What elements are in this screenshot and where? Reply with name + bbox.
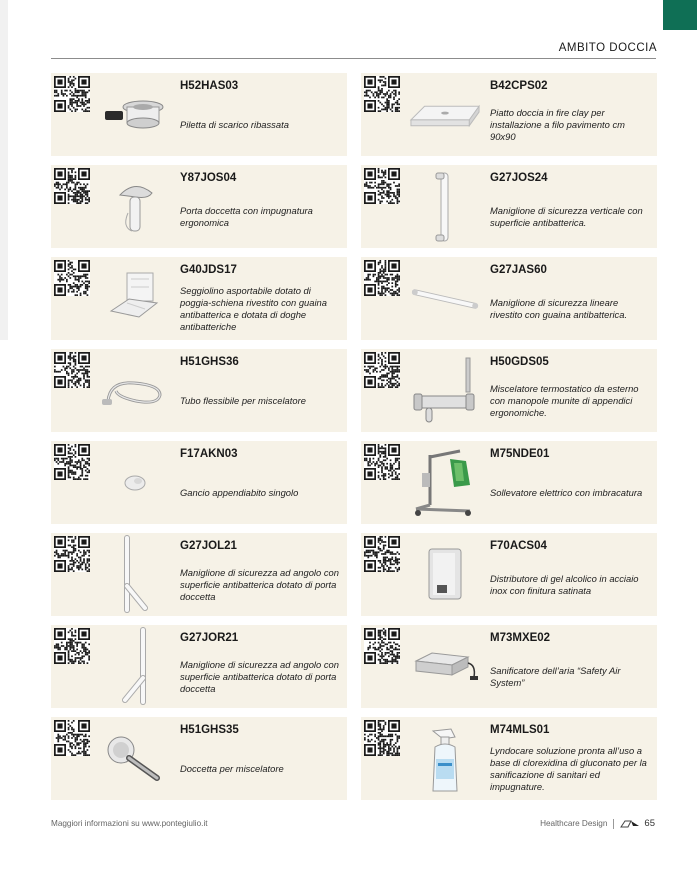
footer-info: Maggiori informazioni su www.pontegiulio.it	[51, 819, 208, 828]
product-code: Y87JOS04	[180, 172, 237, 184]
product-card	[361, 349, 657, 432]
product-code: H51GHS36	[180, 356, 239, 368]
product-card	[361, 441, 657, 524]
product-description: Maniglione di sicurezza ad angolo con superficie antibatterica dotato di porta doccetta	[180, 566, 339, 602]
product-code: H51GHS35	[180, 724, 239, 736]
product-description-area	[490, 281, 651, 337]
product-description-area	[180, 465, 341, 521]
product-description: Sollevatore elettrico con imbracatura	[490, 486, 643, 498]
qr-code-icon[interactable]	[364, 260, 400, 296]
product-description: Gancio appendiabito singolo	[180, 486, 299, 498]
product-code: G27JOL21	[180, 540, 237, 552]
product-card	[51, 717, 347, 800]
product-code: F17AKN03	[180, 448, 238, 460]
angle-grab-bar-left-icon	[99, 539, 171, 611]
shower-tray-icon	[409, 79, 481, 151]
header-divider	[51, 58, 656, 59]
product-description: Miscelatore termostatico da esterno con manopole munite di appendici ergonomiche.	[490, 382, 639, 418]
product-card	[361, 73, 657, 156]
product-description-area	[180, 741, 341, 797]
product-code: H50GDS05	[490, 356, 549, 368]
product-description-area	[490, 649, 651, 705]
product-description-area	[180, 373, 341, 429]
section-title: AMBITO DOCCIA	[558, 42, 657, 54]
coat-hook-icon	[99, 447, 171, 519]
product-card	[51, 625, 347, 708]
qr-code-icon[interactable]	[364, 720, 400, 756]
product-description-area	[180, 281, 341, 337]
linear-grab-bar-icon	[409, 263, 481, 335]
product-code: G27JOR21	[180, 632, 239, 644]
product-description: Piletta di scarico ribassata	[180, 118, 289, 130]
product-code: M73MXE02	[490, 632, 551, 644]
product-code: G27JOS24	[490, 172, 548, 184]
shower-seat-icon	[99, 263, 171, 335]
product-grid	[51, 73, 657, 800]
page-number: 65	[644, 818, 655, 829]
product-card	[51, 349, 347, 432]
product-description-area	[180, 189, 341, 245]
qr-code-icon[interactable]	[54, 352, 90, 388]
qr-code-icon[interactable]	[364, 168, 400, 204]
qr-code-icon[interactable]	[54, 628, 90, 664]
qr-code-icon[interactable]	[364, 76, 400, 112]
product-description-area	[180, 557, 341, 613]
qr-code-icon[interactable]	[364, 352, 400, 388]
product-card	[361, 533, 657, 616]
product-card	[51, 533, 347, 616]
product-description: Maniglione di sicurezza ad angolo con superficie antibatterica dotato di porta doccetta	[180, 658, 339, 694]
patient-lift-icon	[409, 447, 481, 519]
product-card	[51, 73, 347, 156]
qr-code-icon[interactable]	[364, 628, 400, 664]
product-code: H52HAS03	[180, 80, 239, 92]
product-description: Distributore di gel alcolico in acciaio inox con finitura satinata	[490, 572, 639, 596]
product-description: Maniglione di sicurezza verticale con superficie antibatterica.	[490, 204, 643, 228]
product-code: G27JAS60	[490, 264, 547, 276]
logo-icon	[620, 819, 640, 828]
product-card	[51, 165, 347, 248]
drain-fitting-icon	[99, 79, 171, 151]
footer-separator	[613, 819, 614, 829]
product-card	[51, 257, 347, 340]
product-description-area	[490, 373, 651, 429]
qr-code-icon[interactable]	[364, 536, 400, 572]
product-description-area	[180, 649, 341, 705]
footer-brand: Healthcare Design	[540, 819, 608, 828]
product-card	[361, 717, 657, 800]
qr-code-icon[interactable]	[54, 536, 90, 572]
footer-brand-area	[540, 818, 655, 829]
product-description: Seggiolino asportabile dotato di poggia-schiena rivestito con guaina antibatterica e dotata di doghe antibatteriche	[180, 284, 327, 332]
product-description: Sanificatore dell’aria “Safety Air System”	[490, 664, 621, 688]
product-card	[51, 441, 347, 524]
angle-grab-bar-right-icon	[99, 631, 171, 703]
product-code: F70ACS04	[490, 540, 547, 552]
qr-code-icon[interactable]	[54, 168, 90, 204]
product-description: Maniglione di sicurezza lineare rivestito con guaina antibatterica.	[490, 296, 628, 320]
qr-code-icon[interactable]	[364, 444, 400, 480]
product-card	[361, 625, 657, 708]
product-card	[361, 165, 657, 248]
flexible-hose-icon	[99, 355, 171, 427]
hand-shower-icon	[99, 723, 171, 795]
product-description-area	[490, 189, 651, 245]
qr-code-icon[interactable]	[54, 260, 90, 296]
product-code: M74MLS01	[490, 724, 550, 736]
thermostatic-mixer-icon	[409, 355, 481, 427]
product-code: G40JDS17	[180, 264, 237, 276]
product-description: Piatto doccia in fire clay per installazione a filo pavimento cm 90x90	[490, 106, 625, 142]
product-code: B42CPS02	[490, 80, 548, 92]
vertical-grab-bar-icon	[409, 171, 481, 243]
product-description-area	[490, 741, 651, 797]
product-description-area	[490, 557, 651, 613]
product-description: Doccetta per miscelatore	[180, 762, 284, 774]
product-description-area	[490, 465, 651, 521]
shower-holder-icon	[99, 171, 171, 243]
gel-dispenser-icon	[409, 539, 481, 611]
product-description: Tubo flessibile per miscelatore	[180, 394, 306, 406]
air-sanitizer-icon	[409, 631, 481, 703]
product-description-area	[490, 97, 651, 153]
product-card	[361, 257, 657, 340]
qr-code-icon[interactable]	[54, 76, 90, 112]
qr-code-icon[interactable]	[54, 444, 90, 480]
product-description: Lyndocare soluzione pronta all’uso a base di clorexidina di gluconato per la sanificazione di sanitari ed impugnature.	[490, 744, 647, 792]
product-description-area	[180, 97, 341, 153]
page-edge-strip	[0, 0, 8, 340]
section-color-tab	[663, 0, 697, 30]
product-code: M75NDE01	[490, 448, 550, 460]
qr-code-icon[interactable]	[54, 720, 90, 756]
product-description: Porta doccetta con impugnatura ergonomica	[180, 204, 313, 228]
spray-bottle-icon	[409, 723, 481, 795]
